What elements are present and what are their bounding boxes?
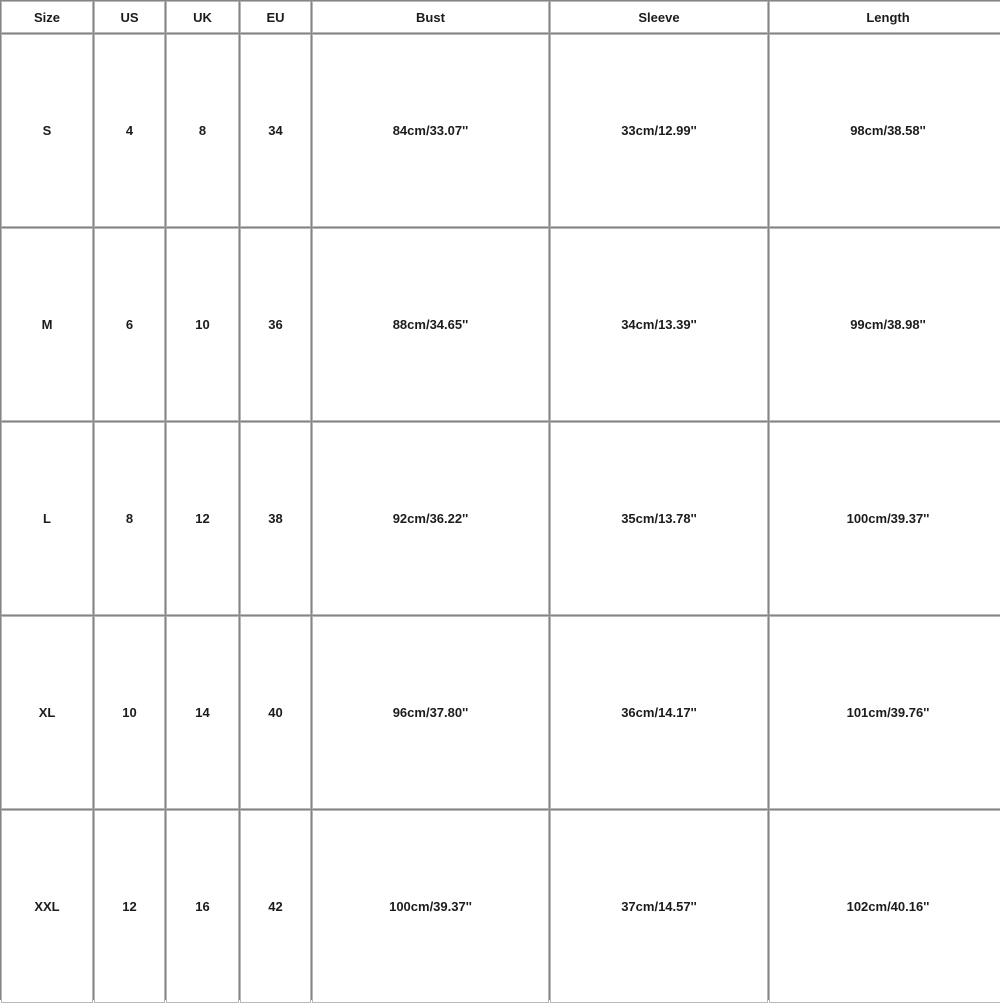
row-xl-size: XL bbox=[1, 616, 93, 809]
row-s-eu: 34 bbox=[240, 34, 311, 227]
row-s-length: 98cm/38.58'' bbox=[769, 34, 1000, 227]
header-eu: EU bbox=[240, 1, 311, 33]
row-s-bust: 84cm/33.07'' bbox=[312, 34, 549, 227]
row-l-eu: 38 bbox=[240, 422, 311, 615]
row-s-sleeve: 33cm/12.99'' bbox=[550, 34, 768, 227]
row-m-bust: 88cm/34.65'' bbox=[312, 228, 549, 421]
row-l-us: 8 bbox=[94, 422, 165, 615]
header-uk: UK bbox=[166, 1, 239, 33]
row-xl-us: 10 bbox=[94, 616, 165, 809]
row-l-uk: 12 bbox=[166, 422, 239, 615]
row-xl-eu: 40 bbox=[240, 616, 311, 809]
row-m-size: M bbox=[1, 228, 93, 421]
row-xl-uk: 14 bbox=[166, 616, 239, 809]
header-length: Length bbox=[769, 1, 1000, 33]
row-xxl-size: XXL bbox=[1, 810, 93, 1003]
row-s-uk: 8 bbox=[166, 34, 239, 227]
row-xxl-uk: 16 bbox=[166, 810, 239, 1003]
row-m-us: 6 bbox=[94, 228, 165, 421]
row-m-uk: 10 bbox=[166, 228, 239, 421]
row-l-bust: 92cm/36.22'' bbox=[312, 422, 549, 615]
row-m-eu: 36 bbox=[240, 228, 311, 421]
row-l-sleeve: 35cm/13.78'' bbox=[550, 422, 768, 615]
row-xxl-eu: 42 bbox=[240, 810, 311, 1003]
row-xl-sleeve: 36cm/14.17'' bbox=[550, 616, 768, 809]
row-s-us: 4 bbox=[94, 34, 165, 227]
row-xxl-us: 12 bbox=[94, 810, 165, 1003]
row-s-size: S bbox=[1, 34, 93, 227]
row-xl-bust: 96cm/37.80'' bbox=[312, 616, 549, 809]
row-l-size: L bbox=[1, 422, 93, 615]
header-sleeve: Sleeve bbox=[550, 1, 768, 33]
row-m-sleeve: 34cm/13.39'' bbox=[550, 228, 768, 421]
header-us: US bbox=[94, 1, 165, 33]
header-bust: Bust bbox=[312, 1, 549, 33]
row-m-length: 99cm/38.98'' bbox=[769, 228, 1000, 421]
row-l-length: 100cm/39.37'' bbox=[769, 422, 1000, 615]
row-xxl-sleeve: 37cm/14.57'' bbox=[550, 810, 768, 1003]
header-size: Size bbox=[1, 1, 93, 33]
row-xl-length: 101cm/39.76'' bbox=[769, 616, 1000, 809]
row-xxl-bust: 100cm/39.37'' bbox=[312, 810, 549, 1003]
row-xxl-length: 102cm/40.16'' bbox=[769, 810, 1000, 1003]
